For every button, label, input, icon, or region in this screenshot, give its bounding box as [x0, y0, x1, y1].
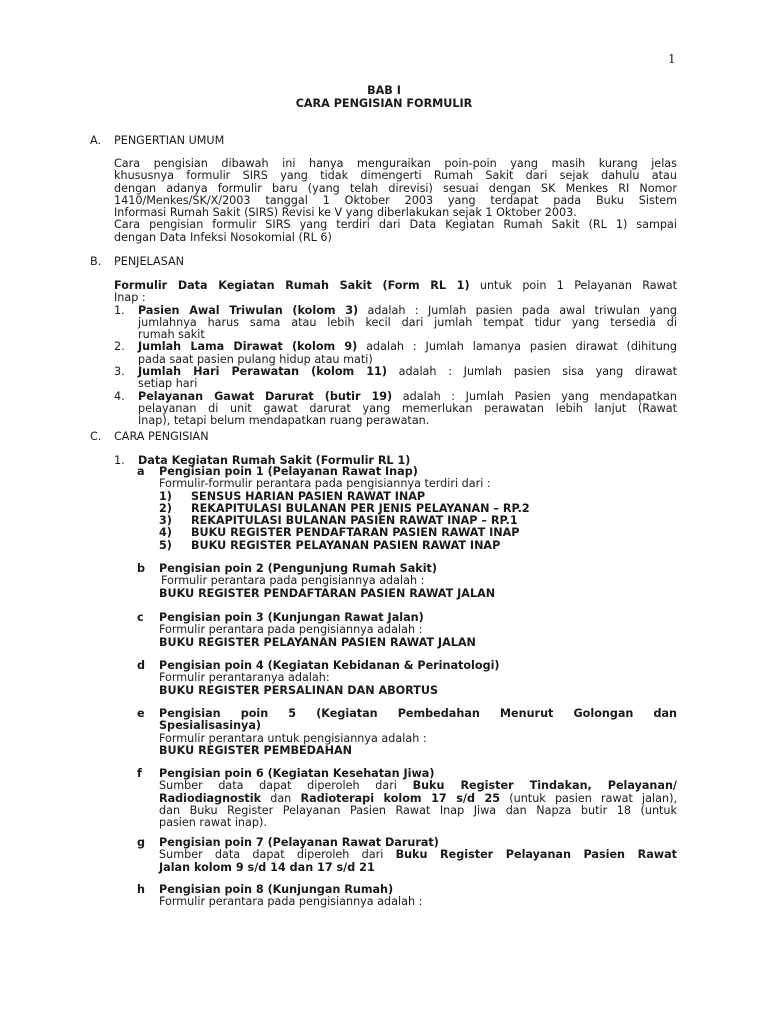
text-line: setiap hari [138, 377, 198, 391]
list-number: 2) [159, 501, 172, 515]
list-item [159, 540, 677, 552]
text-run: Sumber data dapat diperoleh dari [159, 848, 396, 862]
text-run-bold: Buku Register Pelayanan Pasien Rawat [395, 848, 678, 862]
item-rest: adalah : Jumlah Pasien yang mendapatkan [392, 389, 677, 403]
text-line: pada saat pasien pulang hidup atau mati) [138, 352, 373, 366]
item-rest: adalah : Jumlah lamanya pasien dirawat (dihitung [357, 340, 677, 354]
sub-e-title-line2: Spesialisasinya) [159, 719, 261, 733]
text-line: dengan adanya formulir baru (yang telah direvisi) sesuai dengan SK Menkes RI Nomor [114, 181, 677, 195]
text-line: pelayanan di unit gawat darurat yang memerlukan perawatan lebih lanjut (Rawat [138, 401, 677, 415]
sub-f-letter: f [137, 767, 142, 780]
text-line: Inap), tetapi belum mendapatkan ruang perawatan. [138, 414, 430, 428]
text-run: Sumber data dapat diperoleh dari [159, 779, 413, 793]
list-text: BUKU REGISTER PENDAFTARAN PASIEN RAWAT INAP [191, 526, 520, 540]
item-bold: Pelayanan Gawat Darurat (butir 19) [138, 389, 393, 403]
intro-line [114, 280, 677, 292]
item-number: 3. [114, 365, 125, 379]
chapter-subtitle: CARA PENGISIAN FORMULIR [295, 96, 473, 110]
sub-g-letter: g [137, 836, 146, 849]
sub-a-block [159, 466, 677, 552]
sub-e-title-line1: Pengisian poin 5 (Kegiatan Pembedahan Menurut Golongan dan [159, 707, 677, 720]
text-line: pasien rawat inap). [159, 816, 267, 830]
sub-a-desc: Formulir-formulir perantara pada pengisiannya terdiri dari : [159, 477, 491, 491]
section-b-letter: B. [90, 255, 102, 268]
sub-f-block [159, 768, 677, 829]
text-line: jumlahnya harus sama atau lebih kecil dari jumlah tempat tidur yang tersedia di [138, 315, 677, 329]
sub-c-block [159, 612, 677, 649]
item-rest: adalah : Jumlah pasien sisa yang dirawat [386, 365, 677, 379]
sub-b-letter: b [137, 562, 146, 575]
list-text: REKAPITULASI BULANAN PER JENIS PELAYANAN – RP.2 [191, 501, 530, 515]
sub-a-letter: a [137, 465, 145, 478]
sub-f-title: Pengisian poin 6 (Kegiatan Kesehatan Jiwa) [159, 767, 435, 780]
text-run-bold: Radioterapi kolom 17 s/d 25 [300, 791, 501, 805]
list-item [114, 391, 677, 428]
text-line: khususnya formulir SIRS yang tidak dimengerti Rumah Sakit dari sejak dahulu atau [114, 169, 677, 183]
sub-d-form: BUKU REGISTER PERSALINAN DAN ABORTUS [159, 683, 439, 697]
section-a-heading: PENGERTIAN UMUM [114, 134, 225, 147]
item-number: 4. [114, 389, 125, 403]
sub-b-form: BUKU REGISTER PENDAFTARAN PASIEN RAWAT JALAN [159, 586, 496, 600]
item-number: 2. [114, 340, 125, 354]
sub-g-block [159, 837, 677, 874]
text-line: Informasi Rumah Sakit (SIRS) Revisi ke V yang diberlakukan sejak 1 Oktober 2003. [114, 206, 577, 220]
list-item [114, 341, 677, 366]
text-line: Jalan kolom 9 s/d 14 dan 17 s/d 21 [159, 860, 375, 874]
item-1-number: 1. [114, 454, 125, 467]
sub-b-title: Pengisian poin 2 (Pengunjung Rumah Sakit) [159, 562, 438, 575]
section-b-body [114, 280, 677, 428]
intro-line-2: Inap : [114, 291, 146, 305]
list-number: 4) [159, 526, 172, 540]
sub-d-title: Pengisian poin 4 (Kegiatan Kebidanan & Perinatologi) [159, 659, 500, 672]
text-line: rumah sakit [138, 328, 205, 342]
item-bold: Jumlah Hari Perawatan (kolom 11) [138, 365, 387, 379]
list-number: 5) [159, 538, 172, 552]
sub-e-block [159, 708, 677, 757]
item-bold: Pasien Awal Triwulan (kolom 3) [138, 303, 359, 317]
text-run-bold: Buku Register Tindakan, Pelayanan/ [412, 779, 678, 793]
page-number: 1 [668, 52, 676, 66]
item-bold: Jumlah Lama Dirawat (kolom 9) [138, 340, 358, 354]
intro-rest: untuk poin 1 Pelayanan Rawat [469, 279, 677, 292]
sub-a-title: Pengisian poin 1 (Pelayanan Rawat Inap) [159, 465, 418, 478]
item-rest: adalah : Jumlah pasien pada awal triwulan yang [358, 303, 677, 317]
item-1-title: Data Kegiatan Rumah Sakit (Formulir RL 1) [138, 454, 411, 467]
section-c-letter: C. [90, 430, 102, 443]
text-run: (untuk pasien rawat jalan), [500, 791, 677, 805]
intro-bold: Formulir Data Kegiatan Rumah Sakit (Form RL 1) [114, 279, 470, 292]
sub-h-block [159, 884, 677, 909]
sub-c-desc: Formulir perantara pada pengisiannya adalah : [159, 623, 423, 637]
text-line: 1410/Menkes/SK/X/2003 tanggal 1 Oktober 2003 yang terdapat pada Buku Sistem [114, 193, 677, 207]
sub-h-letter: h [137, 883, 145, 896]
list-item [114, 305, 677, 342]
section-a-paragraph-1 [114, 158, 677, 244]
sub-g-title: Pengisian poin 7 (Pelayanan Rawat Darurat) [159, 836, 439, 849]
chapter-heading [0, 85, 768, 110]
section-b-heading: PENJELASAN [114, 255, 185, 268]
sub-d-desc: Formulir perantaranya adalah: [159, 671, 330, 685]
list-text: SENSUS HARIAN PASIEN RAWAT INAP [191, 489, 426, 503]
sub-c-form: BUKU REGISTER PELAYANAN PASIEN RAWAT JALAN [159, 635, 476, 649]
text-line [159, 849, 677, 861]
sub-h-title: Pengisian poin 8 (Kunjungan Rumah) [159, 883, 394, 896]
list-text: REKAPITULASI BULANAN PASIEN RAWAT INAP – RP.1 [191, 514, 518, 528]
text-line: dan Buku Register Pelayanan Pasien Rawat Inap Jiwa dan Napza butir 18 (untuk [159, 803, 677, 817]
sub-c-title: Pengisian poin 3 (Kunjungan Rawat Jalan) [159, 611, 424, 624]
chapter-title: BAB I [367, 84, 401, 97]
text-run-bold: Radiodiagnostik [159, 791, 262, 805]
text-line: Cara pengisian dibawah ini hanya menguraikan poin-poin yang masih kurang jelas [114, 157, 677, 170]
sub-e-desc: Formulir perantara untuk pengisiannya adalah : [159, 731, 427, 745]
text-line: dengan Data Infeksi Nosokomial (RL 6) [114, 230, 332, 244]
text-run: dan [261, 791, 301, 805]
list-number: 3) [159, 514, 172, 528]
list-number: 1) [159, 489, 172, 503]
sub-h-desc: Formulir perantara pada pengisiannya adalah : [159, 895, 423, 909]
section-a-letter: A. [90, 134, 102, 147]
text-line: Cara pengisian formulir SIRS yang terdiri dari Data Kegiatan Rumah Sakit (RL 1) sampai [114, 218, 677, 232]
item-number: 1. [114, 303, 125, 317]
sub-b-block [159, 563, 677, 600]
sub-e-form: BUKU REGISTER PEMBEDAHAN [159, 743, 352, 757]
section-c-heading: CARA PENGISIAN [114, 430, 209, 443]
sub-d-block [159, 660, 677, 697]
sub-e-letter: e [137, 707, 145, 720]
sub-b-desc: Formulir perantara pada pengisiannya adalah : [161, 574, 425, 588]
sub-c-letter: c [137, 611, 144, 624]
list-item [114, 366, 677, 391]
list-text: BUKU REGISTER PELAYANAN PASIEN RAWAT INAP [191, 538, 501, 552]
sub-d-letter: d [137, 659, 146, 672]
